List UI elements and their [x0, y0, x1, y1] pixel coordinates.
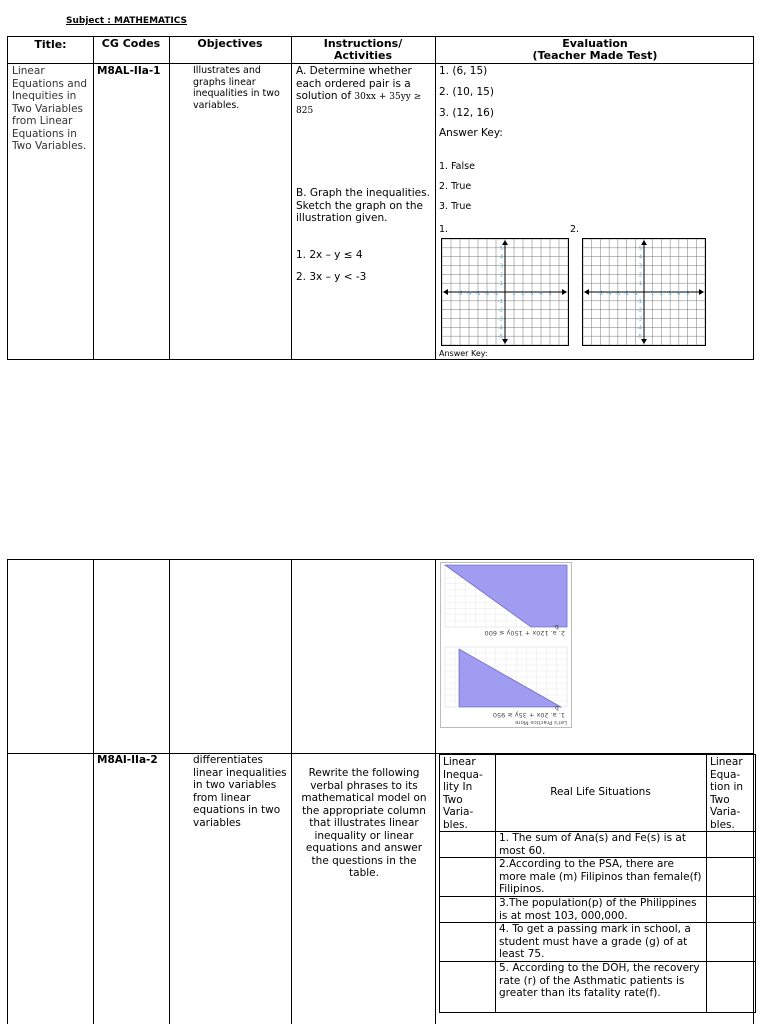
x-tick-label: 2 — [521, 291, 525, 297]
y-tick-label: 1 — [638, 281, 642, 288]
objective-text-2: differentiates linear inequalities in two variables from linear equations in two variables — [193, 754, 287, 829]
y-axis-arrow-up — [641, 240, 647, 245]
header-instructions: Instructions/ Activities — [323, 37, 403, 62]
scan-caption-b-2: b. — [553, 704, 559, 711]
situation-5: 5. According to the DOH, the recovery rate (r) of the Asthmatic patients is greater than its fatality rate(f). — [499, 962, 700, 999]
instruction-b: B. Graph the inequalities. Sketch the graph on the illustration given. — [296, 187, 430, 224]
answer-item-2: 2. True — [439, 181, 472, 192]
col-header-inequality: Linear Inequa-lity In Two Varia-bles. — [443, 756, 483, 831]
x-tick-label: -2 — [484, 291, 490, 297]
x-tick-label: -4 — [606, 291, 612, 297]
y-tick-label: -1 — [637, 298, 642, 305]
instruction-a — [296, 65, 432, 117]
x-tick-label: 4 — [539, 291, 543, 297]
scan-caption-title: Let's Practice More — [515, 719, 567, 725]
y-axis-arrow-up — [502, 240, 508, 245]
x-axis-arrow-right — [699, 289, 704, 295]
x-tick-label: 5 — [548, 291, 552, 297]
header-title: Title: — [34, 38, 67, 51]
y-tick-label: 3 — [499, 263, 503, 270]
answer-item-1: 1. False — [439, 161, 475, 172]
situation-1: 1. The sum of Ana(s) and Fe(s) is at most 60. — [499, 832, 686, 857]
x-axis-arrow-left — [584, 289, 589, 295]
x-tick-label: -1 — [493, 291, 499, 297]
x-tick-label: -3 — [475, 291, 481, 297]
x-tick-label: 3 — [530, 291, 534, 297]
scan-caption-b-1: b. — [553, 623, 559, 630]
header-evaluation-sub: (Teacher Made Test) — [532, 49, 658, 62]
objective-text: Illustrates and graphs linear inequalities in two variables. — [193, 65, 280, 111]
instruction-b-item-2: 2. 3x – y < -3 — [296, 271, 367, 283]
header-objectives: Objectives — [197, 37, 263, 50]
y-tick-label: 4 — [638, 254, 642, 261]
situation-4: 4. To get a passing mark in school, a student must have a grade (g) of at least 75. — [499, 923, 691, 960]
col-header-equation: Linear Equa-tion in Two Varia-bles. — [710, 756, 744, 831]
y-tick-label: -2 — [637, 307, 642, 314]
y-tick-label: -1 — [498, 298, 503, 305]
eval-item-2: 2. (10, 15) — [439, 86, 494, 98]
x-tick-label: 3 — [668, 291, 672, 297]
lesson-table-2 — [7, 559, 754, 1024]
x-tick-label: -3 — [615, 291, 621, 297]
x-tick-label: 1 — [651, 291, 655, 297]
x-tick-label: 1 — [512, 291, 516, 297]
x-axis-arrow-left — [443, 289, 448, 295]
cg-code: M8AL-IIa-1 — [97, 65, 161, 77]
situation-2: 2.According to the PSA, there are more male (m) Filipinos than female(f) Filipinos. — [499, 858, 702, 895]
answer-key-scan-image — [440, 562, 572, 728]
scan-caption-2: 2. a. 120x + 150y ≤ 600 — [484, 629, 565, 637]
y-tick-label: 2 — [499, 272, 503, 279]
x-tick-label: -1 — [632, 291, 638, 297]
x-tick-label: 5 — [685, 291, 690, 297]
col-header-situations: Real Life Situations — [550, 786, 651, 798]
header-cg-codes: CG Codes — [101, 37, 161, 50]
classification-table — [439, 754, 756, 1013]
y-tick-label: -5 — [498, 334, 503, 341]
instruction-a-text: A. Determine whether each ordered pair is a solution of — [296, 65, 412, 102]
x-tick-label: -5 — [457, 291, 463, 297]
answer-key-label: Answer Key: — [439, 127, 503, 139]
y-tick-label: -4 — [498, 325, 503, 332]
x-axis-arrow-right — [562, 289, 567, 295]
y-tick-label: -5 — [637, 334, 642, 341]
situation-3: 3.The population(p) of the Philippines is at most 103, 000,000. — [499, 897, 697, 922]
graph-label-2: 2. — [570, 224, 580, 235]
eval-item-1: 1. (6, 15) — [439, 65, 488, 77]
lesson-table-1 — [7, 36, 754, 360]
y-tick-label: 2 — [638, 272, 642, 279]
y-tick-label: 1 — [499, 281, 503, 288]
instruction-b-item-1: 1. 2x – y ≤ 4 — [296, 249, 363, 261]
y-tick-label: -3 — [637, 316, 642, 323]
y-tick-label: 5 — [499, 245, 503, 252]
x-tick-label: -5 — [597, 291, 603, 297]
y-tick-label: 5 — [638, 245, 642, 252]
instruction-a-math: 30xx + 35yy ≥ 825 — [296, 92, 422, 116]
scan-caption-1: 1. a. 20x + 35y ≥ 950 — [492, 711, 565, 719]
y-tick-label: -2 — [498, 307, 503, 314]
subject-label: Subject : MATHEMATICS — [66, 16, 188, 26]
lesson-title: Linear Equations and Inequities in Two Variables from Linear Equations in Two Variables. — [12, 65, 88, 152]
eval-item-3: 3. (12, 16) — [439, 107, 494, 119]
graph-label-1: 1. — [439, 224, 449, 235]
x-tick-label: -2 — [624, 291, 630, 297]
x-tick-label: 2 — [659, 291, 664, 297]
coordinate-grid-1 — [441, 238, 569, 346]
x-tick-label: 4 — [677, 291, 681, 297]
coordinate-grid-2 — [582, 238, 706, 346]
instruction-text-2: Rewrite the following verbal phrases to its mathematical model on the appropriate column that illustrates linear inequality or linear equations and answer the questions in the table. — [301, 767, 427, 879]
header-evaluation-title: Evaluation — [562, 37, 628, 50]
y-tick-label: 4 — [499, 254, 503, 261]
y-tick-label: 3 — [638, 263, 642, 270]
y-tick-label: -3 — [498, 316, 503, 323]
header-evaluation — [435, 37, 755, 64]
cg-code-2: M8AI-IIa-2 — [97, 754, 158, 766]
x-tick-label: -4 — [466, 291, 472, 297]
answer-key-bottom: Answer Key: — [439, 349, 488, 358]
answer-item-3: 3. True — [439, 201, 472, 212]
y-tick-label: -4 — [637, 325, 642, 332]
